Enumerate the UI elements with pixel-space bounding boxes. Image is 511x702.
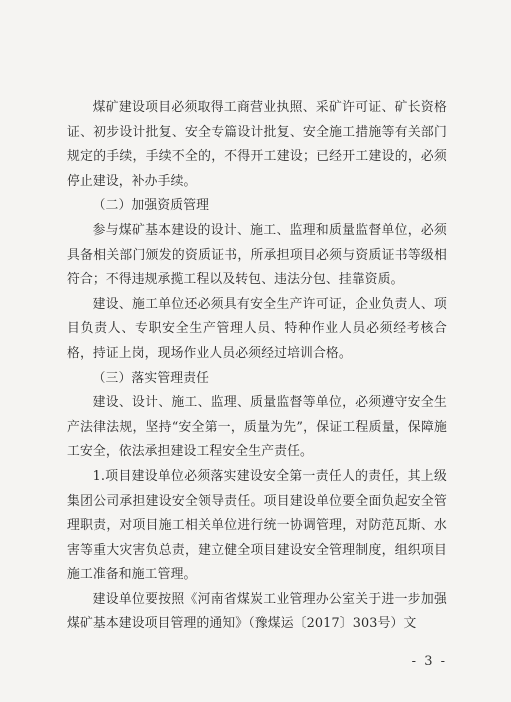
paragraph-item-1: 1.项目建设单位必须落实建设安全第一责任人的责任，其上级集团公司承担建设安全领导责任。项目建设单位要全面负起安全管理职责，对项目施工相关单位进行统一协调管理，对防范瓦斯、水害等重大灾害负总责，建立健全项目建设安全管理制度，组织项目施工准备和施工管理。 <box>67 468 447 583</box>
paragraph-compliance: 建设、设计、施工、监理、质量监督等单位，必须遵守安全生产法律法规，坚持“安全第一，质量为先”，保证工程质量，保障施工安全，依法承担建设工程安全生产责任。 <box>67 395 447 460</box>
paragraph-procedures: 煤矿建设项目必须取得工商营业执照、采矿许可证、矿长资格证、初步设计批复、安全专篇设计批复、安全施工措施等有关部门规定的手续，手续不全的，不得开工建设；已经开工建设的，必须停止建设，补办手续。 <box>67 100 447 189</box>
section-heading-qualification: （二）加强资质管理 <box>92 198 210 214</box>
paragraph-qualification-certificates: 参与煤矿基本建设的设计、施工、监理和质量监督单位，必须具备相关部门颁发的资质证书，所承担项目必须与资质证书等级相符合；不得违规承揽工程以及转包、违法分包、挂靠资质。 <box>67 222 447 288</box>
paragraph-safety-license: 建设、施工单位还必须具有安全生产许可证，企业负责人、项目负责人、专职安全生产管理人员、特种作业人员必须经考核合格，持证上岗，现场作业人员必须经过培训合格。 <box>67 296 447 361</box>
paragraph-notice-reference: 建设单位要按照《河南省煤炭工业管理办公室关于进一步加强煤矿基本建设项目管理的通知》（豫煤运〔2017〕303号）文 <box>67 591 447 632</box>
document-body <box>67 96 447 637</box>
section-heading-responsibility: （三）落实管理责任 <box>92 370 210 386</box>
page-number: - 3 - <box>411 654 447 669</box>
